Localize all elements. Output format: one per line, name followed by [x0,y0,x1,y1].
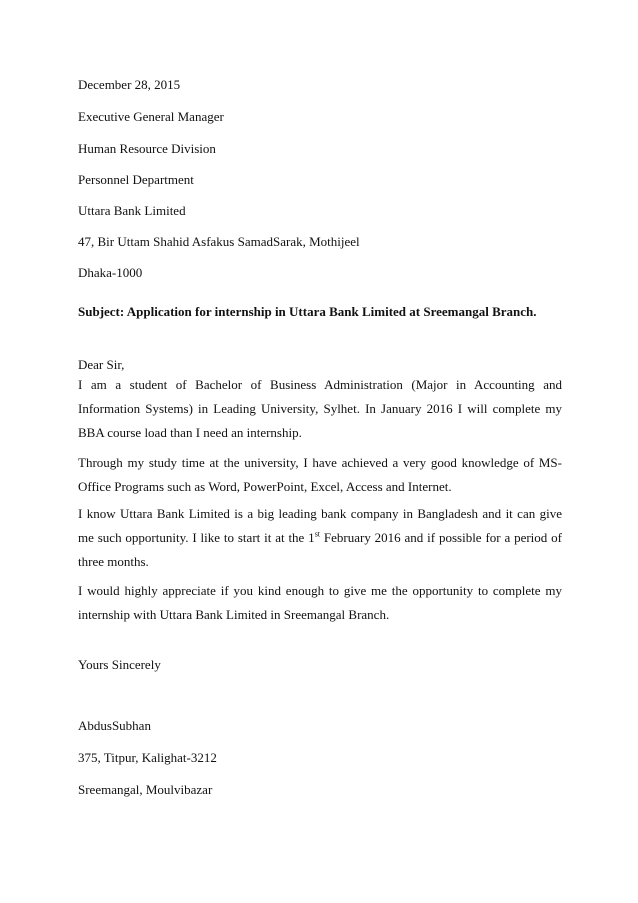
recipient-city: Dhaka-1000 [78,265,143,280]
letter-subject: Subject: Application for internship in Uttara Bank Limited at Sreemangal Branch. [78,304,537,319]
letter-closing: Yours Sincerely [78,657,161,672]
sender-address-line1: 375, Titpur, Kalighat-3212 [78,750,217,765]
sender-name: AbdusSubhan [78,718,151,733]
recipient-company: Uttara Bank Limited [78,203,186,218]
recipient-division: Human Resource Division [78,141,216,156]
letter-salutation: Dear Sir, [78,357,125,372]
body-paragraph-3-part2: February 2016 and if possible for a period of three months. [78,530,562,569]
body-paragraph-4: I would highly appreciate if you kind enough to give me the opportunity to complete my internship with Uttara Bank Limited in Sreemangal Branch. [78,583,562,622]
letter-date: December 28, 2015 [78,77,181,92]
recipient-department: Personnel Department [78,172,194,187]
ordinal-suffix: st [314,529,321,539]
body-paragraph-1: I am a student of Bachelor of Business Administration (Major in Accounting and Information Systems) in Leading University, Sylhet. In January 2016 I will complete my BBA course load than I need an internship. [78,377,562,440]
recipient-title: Executive General Manager [78,109,224,124]
body-paragraph-3-part1: I know Uttara Bank Limited is a big leading bank company in Bangladesh and it can give me such opportunity. I like to start it at the 1 [78,506,562,545]
body-paragraph-2: Through my study time at the university, I have achieved a very good knowledge of MS-Office Programs such as Word, PowerPoint, Excel, Access and Internet. [78,455,562,494]
body-paragraph-3 [78,502,562,574]
sender-address-line2: Sreemangal, Moulvibazar [78,782,213,797]
recipient-street: 47, Bir Uttam Shahid Asfakus SamadSarak, Mothijeel [78,234,360,249]
